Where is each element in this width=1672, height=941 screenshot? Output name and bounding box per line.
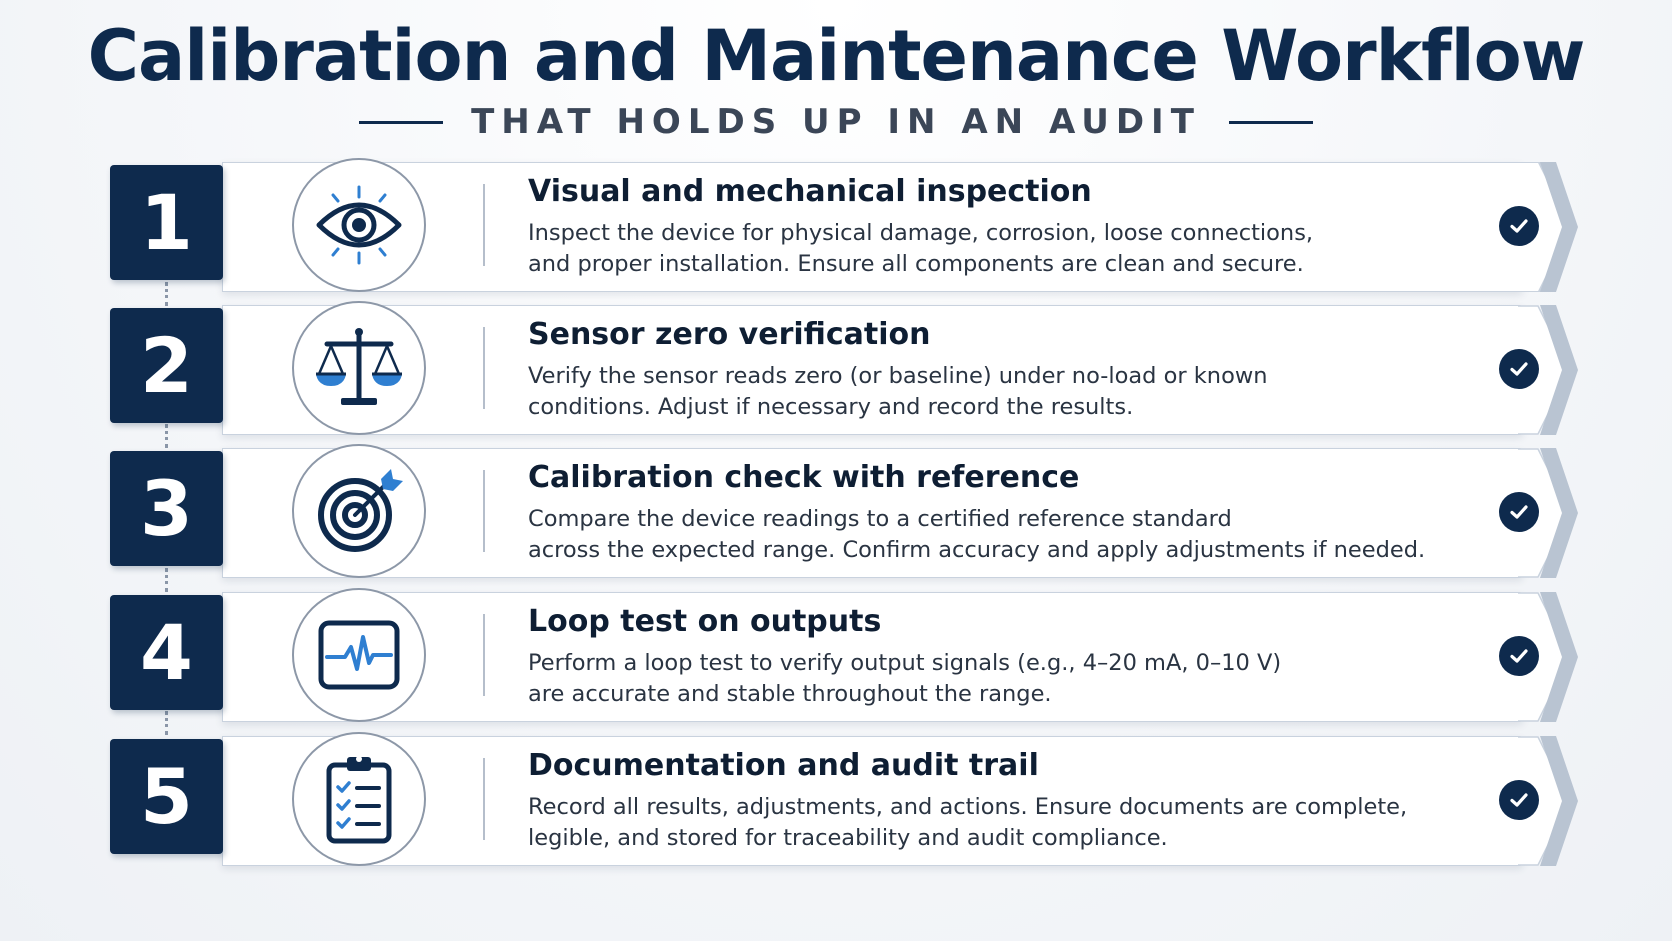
- step-description: [528, 648, 1428, 710]
- step-number: 4: [110, 595, 223, 710]
- clipboard-checklist-icon: [311, 751, 407, 847]
- step-title: Documentation and audit trail: [528, 748, 1039, 783]
- page-subtitle: THAT HOLDS UP IN AN AUDIT: [471, 102, 1201, 142]
- step-divider: [483, 758, 485, 840]
- step-title: Sensor zero verification: [528, 317, 931, 352]
- step-title: Loop test on outputs: [528, 604, 882, 639]
- balance-scale-icon: [311, 320, 407, 416]
- step-description-line: Verify the sensor reads zero (or baseline) under no-load or known: [528, 363, 1268, 389]
- step-number: 1: [110, 165, 223, 280]
- step-icon-circle: [292, 588, 426, 722]
- checkmark-icon: [1499, 349, 1539, 389]
- step-divider: [483, 470, 485, 552]
- step-description-line: Inspect the device for physical damage, corrosion, loose connections,: [528, 220, 1314, 246]
- page-title: Calibration and Maintenance Workflow: [87, 15, 1585, 97]
- checkmark-icon: [1499, 780, 1539, 820]
- workflow-step-5: [110, 736, 1580, 866]
- step-icon-circle: [292, 301, 426, 435]
- step-description-line: Record all results, adjustments, and actions. Ensure documents are complete,: [528, 794, 1408, 820]
- signal-monitor-icon: [311, 607, 407, 703]
- step-number: 2: [110, 308, 223, 423]
- step-divider: [483, 614, 485, 696]
- workflow-step-2: [110, 305, 1580, 435]
- step-icon-circle: [292, 732, 426, 866]
- checkmark-icon: [1499, 492, 1539, 532]
- step-description: [528, 218, 1428, 280]
- subtitle-rule-left: [359, 121, 443, 124]
- step-description-line: are accurate and stable throughout the range.: [528, 681, 1052, 707]
- step-description-line: across the expected range. Confirm accuracy and apply adjustments if needed.: [528, 537, 1426, 563]
- step-divider: [483, 184, 485, 266]
- checkmark-icon: [1499, 206, 1539, 246]
- workflow-step-4: [110, 592, 1580, 722]
- step-description: [528, 792, 1428, 854]
- step-icon-circle: [292, 158, 426, 292]
- step-number: 5: [110, 739, 223, 854]
- eye-icon: [311, 177, 407, 273]
- step-description-line: conditions. Adjust if necessary and record the results.: [528, 394, 1134, 420]
- step-icon-circle: [292, 444, 426, 578]
- step-divider: [483, 327, 485, 409]
- step-description-line: Perform a loop test to verify output signals (e.g., 4–20 mA, 0–10 V): [528, 650, 1282, 676]
- checkmark-icon: [1499, 636, 1539, 676]
- step-description-line: legible, and stored for traceability and audit compliance.: [528, 825, 1168, 851]
- step-description-line: and proper installation. Ensure all components are clean and secure.: [528, 251, 1304, 277]
- step-description-line: Compare the device readings to a certified reference standard: [528, 506, 1232, 532]
- step-number: 3: [110, 451, 223, 566]
- workflow-step-3: [110, 448, 1580, 578]
- step-description: [528, 361, 1428, 423]
- step-title: Visual and mechanical inspection: [528, 174, 1092, 209]
- target-arrow-icon: [311, 463, 407, 559]
- subtitle-rule-right: [1229, 121, 1313, 124]
- step-title: Calibration check with reference: [528, 460, 1080, 495]
- step-description: [528, 504, 1428, 566]
- subtitle-row: [0, 100, 1672, 144]
- workflow-step-1: [110, 162, 1580, 292]
